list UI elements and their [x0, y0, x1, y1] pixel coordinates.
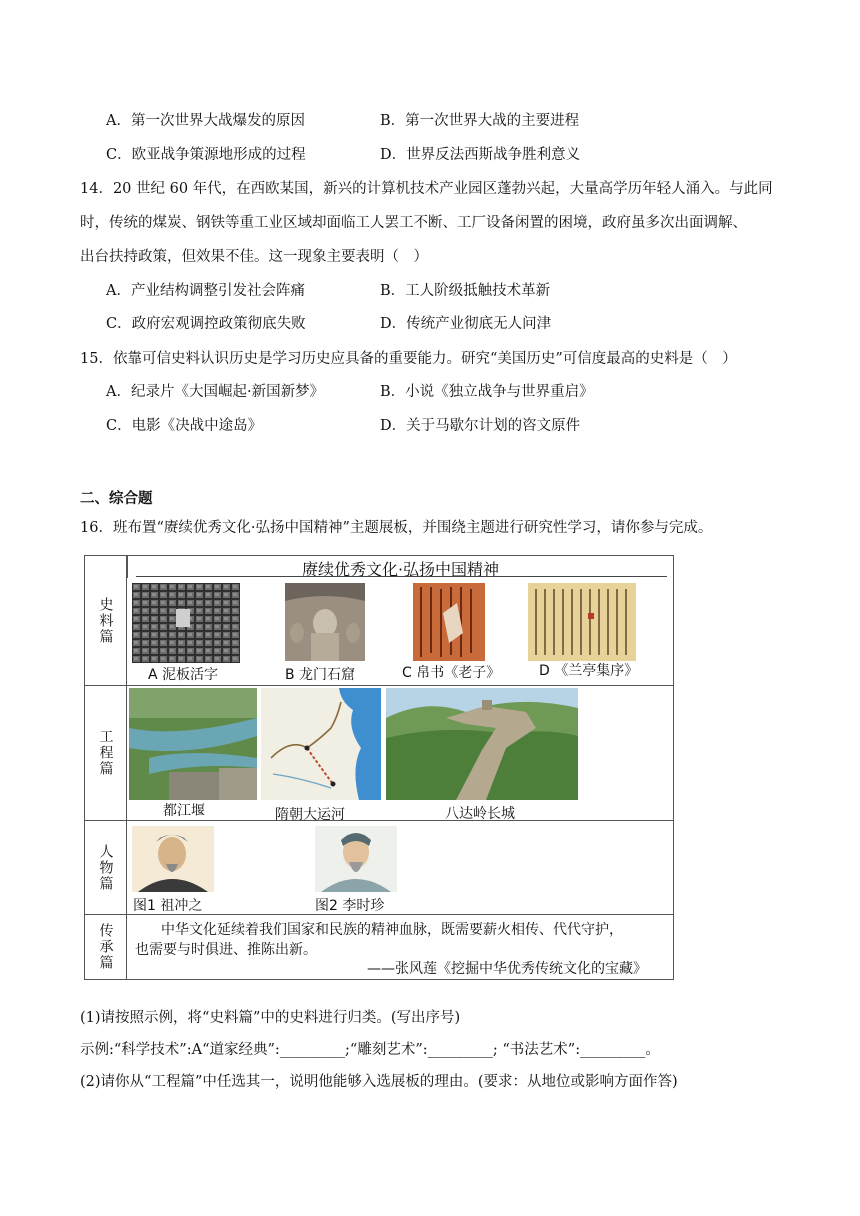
row-label-shiliao: 史料篇	[85, 556, 127, 686]
caption-dujiangyan: 都江堰	[163, 803, 205, 819]
row-label-gongcheng: 工程篇	[85, 686, 127, 820]
exhibit-board	[84, 555, 674, 980]
caption-c: C 帛书《老子》	[402, 665, 501, 681]
dujiangyan-image	[129, 688, 257, 800]
caption-li-shizhen: 图2 李时珍	[315, 898, 385, 914]
q15-stem: 15．依靠可信史料认识历史是学习历史应具备的重要能力。研究“美国历史”可信度最高的史料是（ ）	[80, 351, 737, 367]
caption-a: A 泥板活字	[148, 667, 219, 683]
quote-line1: 中华文化延续着我们国家和民族的精神血脉，既需要薪火相传、代代守护，	[161, 922, 623, 938]
q14-option-c: C．政府宏观调控政策彻底失败	[106, 316, 306, 332]
li-shizhen-portrait	[315, 826, 397, 892]
caption-zu-chongzhi: 图1 祖冲之	[133, 898, 203, 914]
great-wall-image	[386, 688, 578, 800]
board-title: 赓续优秀文化·弘扬中国精神	[301, 560, 500, 579]
caption-d: D 《兰亭集序》	[539, 663, 639, 679]
q14-stem-line2: 时，传统的煤炭、钢铁等重工业区域却面临工人罢工不断、工厂设备闲置的困境，政府虽多次出面调解、	[80, 215, 747, 231]
q13-option-d: D．世界反法西斯战争胜利意义	[380, 147, 581, 163]
q16-example: 示例:“科学技术”:A“道家经典”:_________;“雕刻艺术”:_________; “书法艺术”:_________。	[80, 1042, 660, 1058]
q15-option-d: D．关于马歇尔计划的咨文原件	[380, 418, 581, 434]
q14-stem-line3: 出台扶持政策，但效果不佳。这一现象主要表明（ ）	[80, 249, 428, 265]
caption-great-wall: 八达岭长城	[445, 806, 515, 822]
q14-stem-line1: 14．20 世纪 60 年代，在西欧某国，新兴的计算机技术产业园区蓬勃兴起，大量高学历年轻人涌入。与此同	[80, 181, 773, 197]
caption-grand-canal: 隋朝大运河	[275, 807, 345, 823]
lanting-preface-image	[528, 583, 636, 661]
q14-option-a: A．产业结构调整引发社会阵痛	[106, 283, 305, 299]
zu-chongzhi-portrait	[132, 826, 214, 892]
quote-line2: 也需要与时俱进、推陈出新。	[135, 942, 317, 958]
q15-option-c: C．电影《决战中途岛》	[106, 418, 263, 434]
q16-sub2: (2)请你从“工程篇”中任选其一，说明他能够入选展板的理由。(要求：从地位或影响方面作答)	[80, 1074, 678, 1090]
q16-stem: 16．班布置“赓续优秀文化·弘扬中国精神”主题展板，并围绕主题进行研究性学习，请你参与完成。	[80, 520, 713, 536]
quote-source: ——张风莲《挖掘中华优秀传统文化的宝藏》	[367, 961, 647, 977]
q14-option-d: D．传统产业彻底无人问津	[380, 316, 552, 332]
q13-option-c: C．欧亚战争策源地形成的过程	[106, 147, 306, 163]
q13-option-a: A．第一次世界大战爆发的原因	[106, 113, 305, 129]
row-label-renwu: 人物篇	[85, 821, 127, 915]
q14-option-b: B．工人阶级抵触技术革新	[380, 283, 551, 299]
longmen-grottoes-image	[285, 583, 365, 661]
caption-b: B 龙门石窟	[285, 667, 356, 683]
grand-canal-map-image	[261, 688, 381, 800]
q15-option-a: A．纪录片《大国崛起·新国新梦》	[106, 384, 325, 400]
q15-option-b: B．小说《独立战争与世界重启》	[380, 384, 594, 400]
section-heading: 二、综合题	[80, 490, 153, 507]
row-label-chuancheng: 传承篇	[85, 915, 127, 979]
clay-type-image	[132, 583, 240, 663]
silk-manuscript-image	[413, 583, 485, 661]
q13-option-b: B．第一次世界大战的主要进程	[380, 113, 580, 129]
q16-sub1: (1)请按照示例，将“史料篇”中的史料进行归类。(写出序号)	[80, 1010, 461, 1026]
